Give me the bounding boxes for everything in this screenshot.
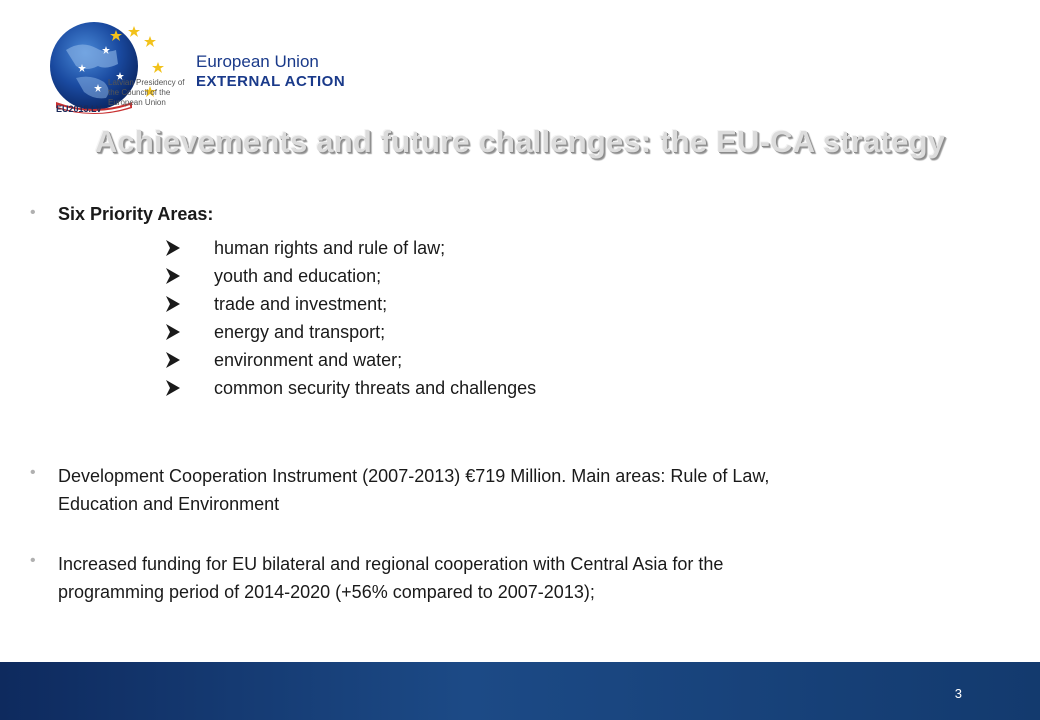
dci-line-1: Development Cooperation Instrument (2007-2013) €719 Million. Main areas: Rule of Law, xyxy=(58,466,770,486)
bullet-dot: • xyxy=(30,204,36,221)
dci-line-2: Education and Environment xyxy=(58,494,280,514)
arrow-bullet-icon xyxy=(166,296,180,312)
footer-bar xyxy=(0,662,1040,720)
logo-line-external-action: EXTERNAL ACTION xyxy=(196,73,346,90)
arrow-bullet-icon xyxy=(166,324,180,340)
funding-line-2: programming period of 2014-2020 (+56% compared to 2007-2013); xyxy=(58,582,595,602)
arrow-bullet-icon xyxy=(166,240,180,256)
bullet-dot: • xyxy=(30,464,36,481)
funding-line-1: Increased funding for EU bilateral and regional cooperation with Central Asia for the xyxy=(58,554,724,574)
priority-areas-heading: Six Priority Areas: xyxy=(58,204,214,224)
eu2015-label: EU2015.LV xyxy=(56,104,102,114)
slide-title: Achievements and future challenges: the EU-CA strategy xyxy=(94,124,946,159)
eu-external-action-logo xyxy=(46,20,366,122)
arrow-bullet-icon xyxy=(166,268,180,284)
logo-line-european-union: European Union xyxy=(196,52,319,71)
presidency-text: Latvian Presidency of the Council of the European Union xyxy=(108,78,185,107)
bullet-dot: • xyxy=(30,552,36,569)
arrow-bullet-icon xyxy=(166,380,180,396)
page-number: 3 xyxy=(954,686,962,701)
funding-paragraph xyxy=(58,550,1018,606)
arrow-bullet-icon xyxy=(166,352,180,368)
dci-paragraph xyxy=(58,462,1018,518)
